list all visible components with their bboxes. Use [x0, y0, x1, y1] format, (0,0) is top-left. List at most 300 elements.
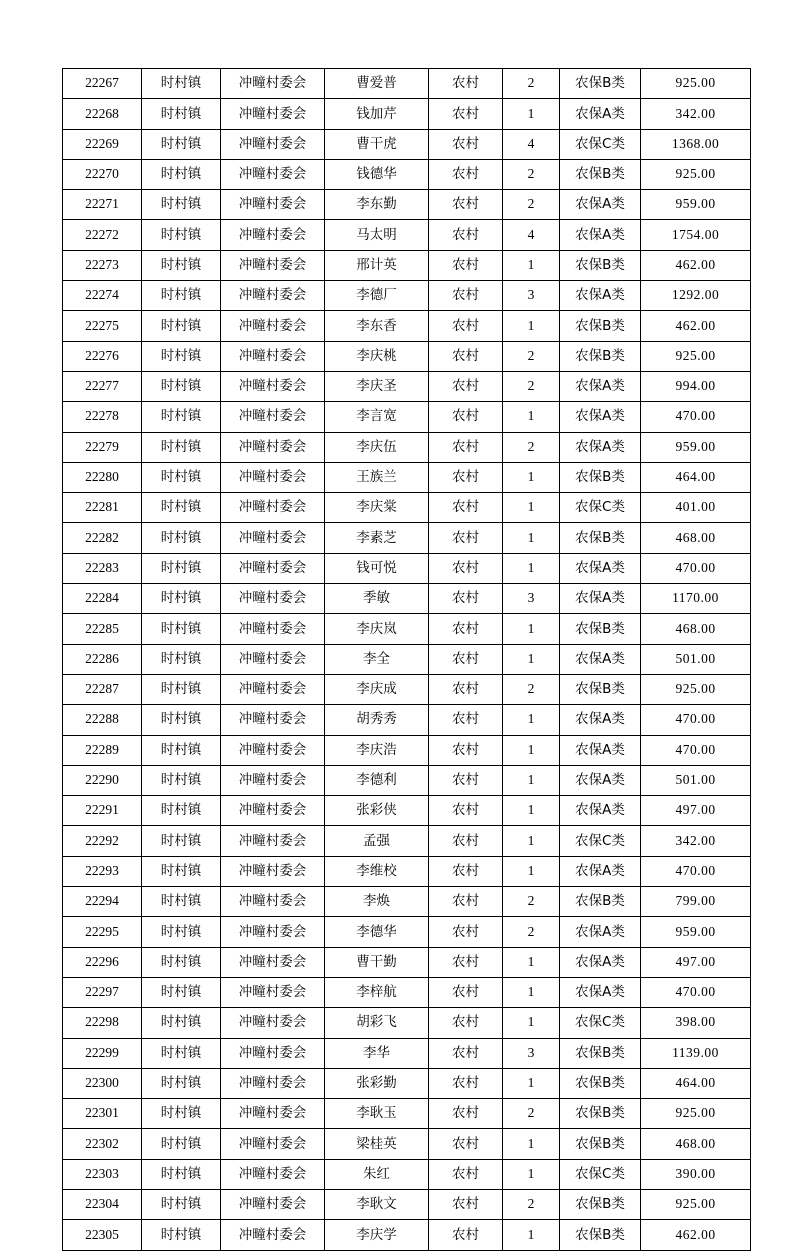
- cell-name: 钱可悦: [325, 553, 429, 583]
- cell-insurance-type: 农保B类: [560, 1220, 641, 1250]
- table-row: [63, 735, 751, 765]
- cell-name: 朱红: [325, 1159, 429, 1189]
- cell-town: 时村镇: [142, 129, 221, 159]
- cell-id: 22270: [63, 159, 142, 189]
- cell-category: 农村: [429, 947, 503, 977]
- cell-insurance-type: 农保C类: [560, 493, 641, 523]
- table-row: [63, 977, 751, 1007]
- cell-count: 1: [503, 402, 560, 432]
- cell-name: 李梓航: [325, 977, 429, 1007]
- cell-category: 农村: [429, 1220, 503, 1250]
- cell-category: 农村: [429, 220, 503, 250]
- cell-insurance-type: 农保B类: [560, 1099, 641, 1129]
- table-row: [63, 887, 751, 917]
- cell-town: 时村镇: [142, 584, 221, 614]
- cell-id: 22269: [63, 129, 142, 159]
- cell-insurance-type: 农保A类: [560, 281, 641, 311]
- cell-town: 时村镇: [142, 371, 221, 401]
- cell-village: 冲疃村委会: [221, 1189, 325, 1219]
- cell-name: 李德厂: [325, 281, 429, 311]
- cell-amount: 925.00: [641, 69, 751, 99]
- cell-name: 曹爱普: [325, 69, 429, 99]
- cell-name: 李庆学: [325, 1220, 429, 1250]
- cell-insurance-type: 农保B类: [560, 69, 641, 99]
- cell-name: 钱德华: [325, 159, 429, 189]
- cell-id: 22294: [63, 887, 142, 917]
- cell-village: 冲疃村委会: [221, 1220, 325, 1250]
- cell-category: 农村: [429, 1008, 503, 1038]
- cell-village: 冲疃村委会: [221, 341, 325, 371]
- table-row: [63, 947, 751, 977]
- cell-village: 冲疃村委会: [221, 159, 325, 189]
- cell-amount: 994.00: [641, 371, 751, 401]
- cell-insurance-type: 农保A类: [560, 553, 641, 583]
- subsidy-table: [62, 68, 751, 1251]
- cell-amount: 1170.00: [641, 584, 751, 614]
- cell-village: 冲疃村委会: [221, 371, 325, 401]
- cell-village: 冲疃村委会: [221, 705, 325, 735]
- cell-category: 农村: [429, 977, 503, 1007]
- cell-town: 时村镇: [142, 190, 221, 220]
- cell-id: 22286: [63, 644, 142, 674]
- cell-id: 22277: [63, 371, 142, 401]
- cell-id: 22267: [63, 69, 142, 99]
- table-row: [63, 159, 751, 189]
- cell-amount: 925.00: [641, 1189, 751, 1219]
- cell-insurance-type: 农保A类: [560, 190, 641, 220]
- cell-category: 农村: [429, 705, 503, 735]
- cell-id: 22293: [63, 856, 142, 886]
- cell-count: 2: [503, 887, 560, 917]
- cell-town: 时村镇: [142, 705, 221, 735]
- table-row: [63, 765, 751, 795]
- table-row: [63, 826, 751, 856]
- cell-village: 冲疃村委会: [221, 190, 325, 220]
- cell-category: 农村: [429, 1038, 503, 1068]
- cell-count: 1: [503, 553, 560, 583]
- table-row: [63, 1129, 751, 1159]
- cell-id: 22278: [63, 402, 142, 432]
- cell-category: 农村: [429, 69, 503, 99]
- cell-category: 农村: [429, 462, 503, 492]
- cell-town: 时村镇: [142, 1129, 221, 1159]
- cell-id: 22268: [63, 99, 142, 129]
- cell-name: 李德利: [325, 765, 429, 795]
- cell-insurance-type: 农保C类: [560, 826, 641, 856]
- cell-insurance-type: 农保B类: [560, 1189, 641, 1219]
- cell-id: 22280: [63, 462, 142, 492]
- cell-town: 时村镇: [142, 341, 221, 371]
- cell-id: 22299: [63, 1038, 142, 1068]
- cell-count: 1: [503, 977, 560, 1007]
- cell-name: 孟强: [325, 826, 429, 856]
- cell-town: 时村镇: [142, 220, 221, 250]
- cell-id: 22273: [63, 250, 142, 280]
- cell-amount: 468.00: [641, 614, 751, 644]
- cell-id: 22303: [63, 1159, 142, 1189]
- cell-count: 1: [503, 250, 560, 280]
- cell-category: 农村: [429, 796, 503, 826]
- cell-count: 2: [503, 1189, 560, 1219]
- cell-town: 时村镇: [142, 977, 221, 1007]
- cell-count: 2: [503, 674, 560, 704]
- cell-count: 1: [503, 614, 560, 644]
- cell-town: 时村镇: [142, 311, 221, 341]
- cell-insurance-type: 农保A类: [560, 705, 641, 735]
- table-row: [63, 644, 751, 674]
- cell-name: 李东香: [325, 311, 429, 341]
- cell-amount: 497.00: [641, 796, 751, 826]
- cell-amount: 468.00: [641, 523, 751, 553]
- table-row: [63, 190, 751, 220]
- cell-insurance-type: 农保A类: [560, 856, 641, 886]
- cell-insurance-type: 农保B类: [560, 159, 641, 189]
- cell-amount: 799.00: [641, 887, 751, 917]
- cell-category: 农村: [429, 765, 503, 795]
- cell-id: 22305: [63, 1220, 142, 1250]
- cell-count: 2: [503, 159, 560, 189]
- cell-town: 时村镇: [142, 917, 221, 947]
- cell-amount: 470.00: [641, 856, 751, 886]
- cell-name: 李庆伍: [325, 432, 429, 462]
- cell-id: 22284: [63, 584, 142, 614]
- cell-id: 22291: [63, 796, 142, 826]
- cell-insurance-type: 农保B类: [560, 341, 641, 371]
- cell-town: 时村镇: [142, 887, 221, 917]
- cell-amount: 925.00: [641, 1099, 751, 1129]
- cell-town: 时村镇: [142, 735, 221, 765]
- cell-insurance-type: 农保A类: [560, 432, 641, 462]
- cell-village: 冲疃村委会: [221, 917, 325, 947]
- cell-name: 李庆棠: [325, 493, 429, 523]
- cell-id: 22289: [63, 735, 142, 765]
- cell-amount: 1139.00: [641, 1038, 751, 1068]
- cell-id: 22283: [63, 553, 142, 583]
- cell-id: 22287: [63, 674, 142, 704]
- cell-amount: 390.00: [641, 1159, 751, 1189]
- cell-amount: 464.00: [641, 1068, 751, 1098]
- cell-category: 农村: [429, 735, 503, 765]
- cell-name: 梁桂英: [325, 1129, 429, 1159]
- cell-category: 农村: [429, 311, 503, 341]
- cell-category: 农村: [429, 402, 503, 432]
- cell-category: 农村: [429, 553, 503, 583]
- cell-amount: 501.00: [641, 644, 751, 674]
- table-row: [63, 1038, 751, 1068]
- table-body: [63, 69, 751, 1251]
- cell-name: 李庆桃: [325, 341, 429, 371]
- cell-village: 冲疃村委会: [221, 584, 325, 614]
- cell-count: 2: [503, 432, 560, 462]
- table-row: [63, 250, 751, 280]
- cell-id: 22298: [63, 1008, 142, 1038]
- table-row: [63, 371, 751, 401]
- cell-village: 冲疃村委会: [221, 311, 325, 341]
- cell-category: 农村: [429, 1099, 503, 1129]
- cell-count: 1: [503, 856, 560, 886]
- cell-village: 冲疃村委会: [221, 1099, 325, 1129]
- cell-insurance-type: 农保A类: [560, 947, 641, 977]
- cell-category: 农村: [429, 281, 503, 311]
- cell-category: 农村: [429, 523, 503, 553]
- cell-amount: 342.00: [641, 99, 751, 129]
- cell-town: 时村镇: [142, 765, 221, 795]
- cell-village: 冲疃村委会: [221, 765, 325, 795]
- cell-category: 农村: [429, 644, 503, 674]
- cell-name: 李德华: [325, 917, 429, 947]
- cell-village: 冲疃村委会: [221, 69, 325, 99]
- cell-name: 李庆浩: [325, 735, 429, 765]
- cell-category: 农村: [429, 826, 503, 856]
- cell-insurance-type: 农保C类: [560, 129, 641, 159]
- cell-category: 农村: [429, 129, 503, 159]
- cell-insurance-type: 农保A类: [560, 99, 641, 129]
- cell-name: 李庆成: [325, 674, 429, 704]
- cell-count: 2: [503, 371, 560, 401]
- cell-count: 1: [503, 523, 560, 553]
- cell-insurance-type: 农保A类: [560, 371, 641, 401]
- cell-village: 冲疃村委会: [221, 493, 325, 523]
- cell-amount: 1754.00: [641, 220, 751, 250]
- cell-insurance-type: 农保A类: [560, 220, 641, 250]
- cell-category: 农村: [429, 584, 503, 614]
- cell-town: 时村镇: [142, 796, 221, 826]
- table-row: [63, 553, 751, 583]
- cell-village: 冲疃村委会: [221, 977, 325, 1007]
- cell-count: 3: [503, 281, 560, 311]
- cell-name: 曹干勤: [325, 947, 429, 977]
- cell-count: 2: [503, 69, 560, 99]
- cell-id: 22279: [63, 432, 142, 462]
- cell-count: 1: [503, 493, 560, 523]
- cell-name: 邢计英: [325, 250, 429, 280]
- table-row: [63, 220, 751, 250]
- table-row: [63, 584, 751, 614]
- cell-id: 22274: [63, 281, 142, 311]
- table-row: [63, 341, 751, 371]
- cell-village: 冲疃村委会: [221, 432, 325, 462]
- cell-town: 时村镇: [142, 1068, 221, 1098]
- cell-category: 农村: [429, 674, 503, 704]
- cell-category: 农村: [429, 432, 503, 462]
- table-row: [63, 402, 751, 432]
- table-row: [63, 1099, 751, 1129]
- cell-amount: 959.00: [641, 917, 751, 947]
- cell-village: 冲疃村委会: [221, 1159, 325, 1189]
- cell-amount: 959.00: [641, 432, 751, 462]
- cell-name: 胡秀秀: [325, 705, 429, 735]
- cell-count: 1: [503, 1129, 560, 1159]
- cell-village: 冲疃村委会: [221, 1129, 325, 1159]
- cell-town: 时村镇: [142, 674, 221, 704]
- cell-village: 冲疃村委会: [221, 856, 325, 886]
- cell-insurance-type: 农保B类: [560, 1129, 641, 1159]
- cell-amount: 464.00: [641, 462, 751, 492]
- cell-count: 1: [503, 1220, 560, 1250]
- cell-insurance-type: 农保A类: [560, 796, 641, 826]
- cell-town: 时村镇: [142, 553, 221, 583]
- cell-village: 冲疃村委会: [221, 281, 325, 311]
- cell-village: 冲疃村委会: [221, 220, 325, 250]
- cell-name: 李耿玉: [325, 1099, 429, 1129]
- cell-town: 时村镇: [142, 523, 221, 553]
- cell-amount: 1368.00: [641, 129, 751, 159]
- cell-insurance-type: 农保A类: [560, 584, 641, 614]
- cell-town: 时村镇: [142, 250, 221, 280]
- cell-amount: 468.00: [641, 1129, 751, 1159]
- cell-village: 冲疃村委会: [221, 614, 325, 644]
- cell-insurance-type: 农保B类: [560, 1038, 641, 1068]
- table-row: [63, 129, 751, 159]
- cell-village: 冲疃村委会: [221, 887, 325, 917]
- cell-name: 李素芝: [325, 523, 429, 553]
- cell-town: 时村镇: [142, 1220, 221, 1250]
- cell-category: 农村: [429, 1189, 503, 1219]
- cell-village: 冲疃村委会: [221, 553, 325, 583]
- cell-count: 2: [503, 917, 560, 947]
- table-row: [63, 796, 751, 826]
- cell-amount: 470.00: [641, 402, 751, 432]
- cell-id: 22288: [63, 705, 142, 735]
- cell-town: 时村镇: [142, 1099, 221, 1129]
- cell-id: 22281: [63, 493, 142, 523]
- cell-category: 农村: [429, 159, 503, 189]
- cell-count: 3: [503, 584, 560, 614]
- table-row: [63, 311, 751, 341]
- cell-id: 22276: [63, 341, 142, 371]
- cell-name: 李庆圣: [325, 371, 429, 401]
- table-row: [63, 1189, 751, 1219]
- cell-name: 张彩侠: [325, 796, 429, 826]
- cell-id: 22304: [63, 1189, 142, 1219]
- cell-town: 时村镇: [142, 614, 221, 644]
- cell-village: 冲疃村委会: [221, 826, 325, 856]
- cell-amount: 470.00: [641, 735, 751, 765]
- cell-town: 时村镇: [142, 281, 221, 311]
- cell-name: 李焕: [325, 887, 429, 917]
- cell-insurance-type: 农保A类: [560, 917, 641, 947]
- cell-town: 时村镇: [142, 69, 221, 99]
- cell-amount: 462.00: [641, 1220, 751, 1250]
- cell-village: 冲疃村委会: [221, 644, 325, 674]
- cell-category: 农村: [429, 190, 503, 220]
- table-row: [63, 462, 751, 492]
- cell-town: 时村镇: [142, 1159, 221, 1189]
- cell-id: 22290: [63, 765, 142, 795]
- cell-count: 4: [503, 129, 560, 159]
- cell-insurance-type: 农保A类: [560, 402, 641, 432]
- cell-name: 钱加芹: [325, 99, 429, 129]
- cell-village: 冲疃村委会: [221, 674, 325, 704]
- cell-town: 时村镇: [142, 402, 221, 432]
- cell-name: 曹干虎: [325, 129, 429, 159]
- cell-amount: 470.00: [641, 705, 751, 735]
- cell-count: 1: [503, 644, 560, 674]
- cell-town: 时村镇: [142, 947, 221, 977]
- cell-town: 时村镇: [142, 1008, 221, 1038]
- cell-id: 22272: [63, 220, 142, 250]
- cell-village: 冲疃村委会: [221, 462, 325, 492]
- cell-town: 时村镇: [142, 99, 221, 129]
- cell-category: 农村: [429, 493, 503, 523]
- cell-id: 22282: [63, 523, 142, 553]
- cell-count: 1: [503, 1159, 560, 1189]
- cell-amount: 1292.00: [641, 281, 751, 311]
- cell-count: 1: [503, 311, 560, 341]
- cell-town: 时村镇: [142, 856, 221, 886]
- cell-id: 22295: [63, 917, 142, 947]
- table-row: [63, 69, 751, 99]
- cell-amount: 925.00: [641, 159, 751, 189]
- cell-name: 李东勤: [325, 190, 429, 220]
- table-row: [63, 856, 751, 886]
- cell-count: 1: [503, 947, 560, 977]
- cell-amount: 925.00: [641, 674, 751, 704]
- cell-village: 冲疃村委会: [221, 129, 325, 159]
- cell-amount: 501.00: [641, 765, 751, 795]
- cell-count: 2: [503, 190, 560, 220]
- cell-count: 2: [503, 1099, 560, 1129]
- cell-amount: 959.00: [641, 190, 751, 220]
- cell-amount: 462.00: [641, 250, 751, 280]
- cell-village: 冲疃村委会: [221, 735, 325, 765]
- table-row: [63, 1008, 751, 1038]
- table-row: [63, 917, 751, 947]
- cell-id: 22292: [63, 826, 142, 856]
- cell-id: 22271: [63, 190, 142, 220]
- table-row: [63, 1068, 751, 1098]
- cell-count: 1: [503, 796, 560, 826]
- cell-insurance-type: 农保C类: [560, 1008, 641, 1038]
- cell-category: 农村: [429, 856, 503, 886]
- table-row: [63, 674, 751, 704]
- cell-count: 1: [503, 1008, 560, 1038]
- cell-town: 时村镇: [142, 1189, 221, 1219]
- cell-id: 22301: [63, 1099, 142, 1129]
- table-row: [63, 99, 751, 129]
- cell-category: 农村: [429, 614, 503, 644]
- cell-name: 李全: [325, 644, 429, 674]
- cell-insurance-type: 农保B类: [560, 614, 641, 644]
- cell-amount: 342.00: [641, 826, 751, 856]
- cell-count: 1: [503, 765, 560, 795]
- cell-town: 时村镇: [142, 826, 221, 856]
- cell-name: 李庆岚: [325, 614, 429, 644]
- cell-amount: 398.00: [641, 1008, 751, 1038]
- cell-id: 22302: [63, 1129, 142, 1159]
- cell-village: 冲疃村委会: [221, 99, 325, 129]
- cell-name: 李言宽: [325, 402, 429, 432]
- cell-village: 冲疃村委会: [221, 1068, 325, 1098]
- cell-insurance-type: 农保C类: [560, 1159, 641, 1189]
- cell-name: 季敏: [325, 584, 429, 614]
- cell-amount: 462.00: [641, 311, 751, 341]
- cell-insurance-type: 农保A类: [560, 735, 641, 765]
- cell-count: 1: [503, 826, 560, 856]
- table-row: [63, 1159, 751, 1189]
- cell-insurance-type: 农保B类: [560, 250, 641, 280]
- cell-amount: 470.00: [641, 977, 751, 1007]
- cell-amount: 497.00: [641, 947, 751, 977]
- cell-town: 时村镇: [142, 493, 221, 523]
- cell-village: 冲疃村委会: [221, 947, 325, 977]
- cell-town: 时村镇: [142, 159, 221, 189]
- table-row: [63, 614, 751, 644]
- cell-town: 时村镇: [142, 432, 221, 462]
- cell-name: 李耿文: [325, 1189, 429, 1219]
- cell-amount: 925.00: [641, 341, 751, 371]
- cell-category: 农村: [429, 371, 503, 401]
